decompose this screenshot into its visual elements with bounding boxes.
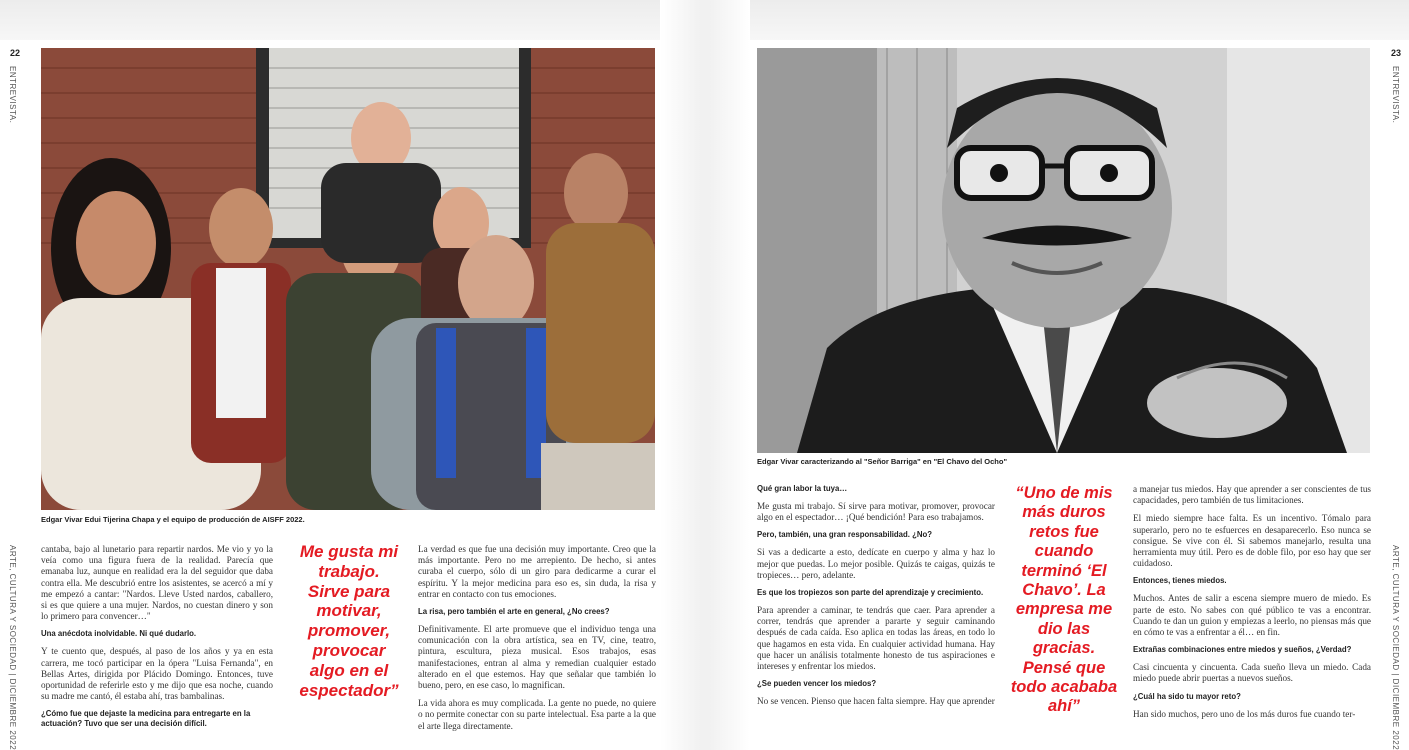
page-number-left: 22 <box>10 48 21 58</box>
interview-question: Es que los tropiezos son parte del aprendizaje y crecimiento. <box>757 588 984 598</box>
senor-barriga-photo <box>757 48 1370 453</box>
paragraph: El miedo siempre hace falta. Es un incentivo. Tómalo para superarlo, pero no te esfuerces en desaparecerlo. Eso nunca se consigue. Se vive con él. Si sabemos manejarlo, resulta una herramienta muy útil. Pero es de doble filo, por eso hay que ser cuidadoso. <box>1133 513 1371 569</box>
page-number-right: 23 <box>1391 48 1402 58</box>
section-label-right: ENTREVISTA. <box>1391 66 1400 124</box>
photo-caption-right: Edgar Vivar caracterizando al "Señor Barriga" en "El Chavo del Ocho" <box>757 457 1008 466</box>
section-label-left: ENTREVISTA. <box>8 66 17 124</box>
paragraph: a manejar tus miedos. Hay que aprender a ser conscientes de tus capacidades, pero también de tus limitaciones. <box>1133 484 1371 506</box>
paragraph: Han sido muchos, pero uno de los más duros fue cuando ter- <box>1133 708 1356 719</box>
interview-question: ¿Se pueden vencer los miedos? <box>757 679 877 689</box>
paragraph: Y te cuento que, después, al paso de los años y ya en esta carrera, me tocó participar en la ópera "Luisa Fernanda", en Bellas Artes, dirigida por Plácido Domingo. Entonces, tuve oportunidad de referirle esto y me dijo que esa noche, cuando su madre me cantó, él estaba ahí, tras bambalinas. <box>41 646 273 702</box>
side-footer-right: ARTE, CULTURA Y SOCIEDAD | DICIEMBRE 2022 <box>1391 545 1400 750</box>
paragraph: Casi cincuenta y cincuenta. Cada sueño lleva un miedo. Cada miedo puede abrir puertas a nuevos sueños. <box>1133 662 1371 684</box>
article-column-left-2 <box>418 544 656 739</box>
interview-question: Una anécdota inolvidable. Ni qué dudarlo. <box>41 629 197 639</box>
paragraph: Muchos. Antes de salir a escena siempre muero de miedo. Es parte de esto. No sabes con qué público te vas a encontrar. Cuando te dan un guion y empiezas a leerlo, no piensas más que en cómo te vas a enfrentar a él… en fin. <box>1133 593 1371 638</box>
article-column-right-1 <box>757 484 995 714</box>
paragraph: Definitivamente. El arte promueve que el individuo tenga una comunicación con la obra artística, sea en TV, cine, teatro, pintura, escultura, pieza musical. Esos trabajos, esas manifestaciones, entran al alma y remedian cualquier estado alterado en el que estemos. Hay que señalar que también lo bueno, pero, en ese caso, lo magnifican. <box>418 624 656 691</box>
paragraph: La vida ahora es muy complicada. La gente no puede, no quiere o no permite conectar con su parte intelectual. Esa parte a la que el arte llega directamente. <box>418 698 656 731</box>
interview-question: Extrañas combinaciones entre miedos y sueños, ¿Verdad? <box>1133 645 1352 655</box>
interview-question: Entonces, tienes miedos. <box>1133 576 1227 586</box>
interview-question: ¿Cómo fue que dejaste la medicina para entregarte en la actuación? Tuvo que ser una decisión difícil. <box>41 709 251 729</box>
pull-quote-left: Me gusta mi trabajo. Sirve para motivar, promover, provocar algo en el espectador” <box>299 542 399 700</box>
paragraph: cantaba, bajo al lunetario para repartir nardos. Me vio y yo la veía como una figura fuera de la realidad. Parecía que emanaba luz, aunque en realidad era la del seguidor que daba contra ella. Me descubrió entre los asistentes, se acercó a mí y me empezó a cantar: "Nardos. Lleve Usted nardos, caballero, si es que quiere a una mujer. Nardos, no cuestan dinero y son lo primero para convencer…" <box>41 544 273 622</box>
article-column-left-1 <box>41 544 273 736</box>
photo-caption-left: Edgar Vivar Edui Tijerina Chapa y el equipo de producción de AISFF 2022. <box>41 515 305 524</box>
interview-question: Pero, también, una gran responsabilidad. ¿No? <box>757 530 933 540</box>
page-gutter <box>660 0 750 750</box>
paragraph: Para aprender a caminar, te tendrás que caer. Para aprender a correr, tendrás que aprender a pararte y seguir caminando después de cada caída. Eso aplica en todas las áreas, en todo lo que hagamos en esta vida. En cualquier actividad humana. Hay que hacer un análisis totalmente honesto de tus aspiraciones e intereses y enfrentar los miedos. <box>757 605 995 672</box>
article-column-right-2 <box>1133 484 1371 727</box>
interview-question: ¿Cuál ha sido tu mayor reto? <box>1133 691 1241 701</box>
paragraph: No se vencen. Pienso que hacen falta siempre. Hay que aprender <box>757 696 995 707</box>
interview-question: Qué gran labor la tuya… <box>757 484 848 493</box>
paragraph: Me gusta mi trabajo. Sí sirve para motivar, promover, provocar algo en el espectador… ¡Qué bendición! Para eso trabajamos. <box>757 501 995 523</box>
group-photo <box>41 48 655 510</box>
pull-quote-right: “Uno de mis más duros retos fue cuando terminó ‘El Chavo’. La empresa me dio las gracias. Pensé que todo acababa ahí” <box>1010 484 1118 716</box>
interview-question: La risa, pero también el arte en general, ¿No crees? <box>418 607 610 617</box>
side-footer-left: ARTE, CULTURA Y SOCIEDAD | DICIEMBRE 2022 <box>8 545 17 750</box>
paragraph: La verdad es que fue una decisión muy importante. Creo que la más importante. Pero no me arrepiento. De hecho, si antes curaba el cuerpo, sólo di un giro para dedicarme a curar el espíritu. Y la mejor medicina para eso es, sin duda, la risa y entrar en contacto con tus emociones. <box>418 544 656 599</box>
paragraph: Si vas a dedicarte a esto, dedícate en cuerpo y alma y haz lo mejor que puedas. Lo mejor posible. Quizás te caigas, quizás te tropieces… pero, adelante. <box>757 547 995 580</box>
